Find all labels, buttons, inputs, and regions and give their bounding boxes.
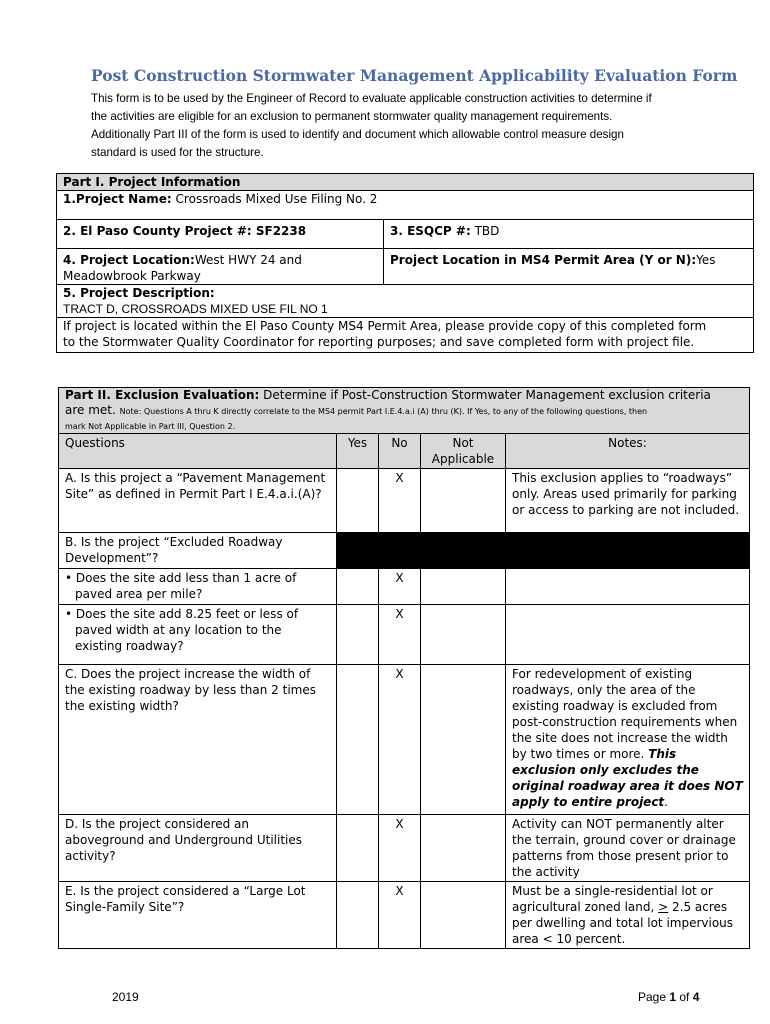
question-c: C. Does the project increase the width of the existing roadway by less than 2 times the existing width?	[59, 665, 337, 815]
answer-no-cell[interactable]: X	[379, 605, 421, 665]
project-location-cell[interactable]	[57, 249, 384, 285]
shaded-cell	[379, 533, 421, 569]
footer-page-number: Page 1 of 4	[638, 990, 700, 1004]
question-b2	[59, 605, 337, 665]
part2-table	[58, 387, 750, 949]
esqcp-label: 3. ESQCP #:	[390, 224, 471, 238]
question-a: A. Is this project a “Pavement Management Site” as defined in Permit Part I E.4.a.i.(A)?	[59, 469, 337, 533]
county-project-cell[interactable]: 2. El Paso County Project #: SF2238	[57, 220, 384, 249]
answer-yes-cell[interactable]	[337, 469, 379, 533]
ms4-note-cell	[57, 318, 754, 353]
ms4-label: Project Location in MS4 Permit Area (Y or N):	[390, 253, 697, 267]
note-line: to the Stormwater Quality Coordinator for reporting purposes; and save completed form with project file.	[63, 335, 695, 349]
ms4-area-cell[interactable]	[384, 249, 754, 285]
question-e: E. Is the project considered a “Large Lot Single-Family Site”?	[59, 882, 337, 949]
intro-line: standard is used for the structure.	[91, 146, 264, 159]
location-value: Meadowbrook Parkway	[63, 269, 201, 283]
part2-header	[59, 388, 750, 434]
notes-d: Activity can NOT permanently alter the terrain, ground cover or drainage patterns from those present prior to the activity	[506, 815, 750, 882]
question-d: D. Is the project considered an aboveground and Underground Utilities activity?	[59, 815, 337, 882]
notes-e: Must be a single-residential lot or agricultural zoned land, > 2.5 acres per dwelling and total lot impervious area < 10 percent.	[506, 882, 750, 949]
answer-no-cell[interactable]: X	[379, 815, 421, 882]
answer-na-cell[interactable]	[421, 469, 506, 533]
ms4-value: Yes	[696, 253, 716, 267]
col-questions: Questions	[59, 434, 337, 469]
project-name-cell[interactable]	[57, 191, 754, 220]
description-value: TRACT D, CROSSROADS MIXED USE FIL NO 1	[63, 302, 328, 316]
question-b: B. Is the project “Excluded Roadway Development”?	[59, 533, 337, 569]
answer-no-cell[interactable]: X	[379, 665, 421, 815]
answer-no-cell[interactable]: X	[379, 569, 421, 605]
intro-paragraph	[91, 90, 731, 162]
answer-na-cell[interactable]	[421, 815, 506, 882]
answer-na-cell[interactable]	[421, 569, 506, 605]
answer-na-cell[interactable]	[421, 665, 506, 815]
project-name-value: Crossroads Mixed Use Filing No. 2	[171, 192, 378, 206]
question-b1	[59, 569, 337, 605]
answer-yes-cell[interactable]	[337, 882, 379, 949]
part2-header-text: are met.	[65, 403, 120, 417]
col-no: No	[379, 434, 421, 469]
notes-b2	[506, 605, 750, 665]
question-b2-item: • Does the site add 8.25 feet or less of paved width at any location to the existing roadway?	[65, 607, 299, 653]
col-notes: Notes:	[506, 434, 750, 469]
shaded-cell	[421, 533, 506, 569]
esqcp-cell[interactable]	[384, 220, 754, 249]
notes-a: This exclusion applies to “roadways” only. Areas used primarily for parking or access to parking are not included.	[506, 469, 750, 533]
answer-yes-cell[interactable]	[337, 569, 379, 605]
footer-year: 2019	[112, 990, 139, 1004]
note-line: If project is located within the El Paso County MS4 Permit Area, please provide copy of this completed form	[63, 319, 707, 333]
part2-header-title: Part II. Exclusion Evaluation:	[65, 388, 260, 402]
shaded-cell	[506, 533, 750, 569]
answer-no-cell[interactable]: X	[379, 469, 421, 533]
answer-yes-cell[interactable]	[337, 665, 379, 815]
answer-yes-cell[interactable]	[337, 605, 379, 665]
col-yes: Yes	[337, 434, 379, 469]
part2-header-text: Determine if Post-Construction Stormwater Management exclusion criteria	[259, 388, 711, 402]
intro-line: the activities are eligible for an exclusion to permanent stormwater quality management requirements.	[91, 110, 613, 123]
project-name-label: 1.Project Name:	[63, 192, 172, 206]
location-label: 4. Project Location:	[63, 253, 195, 267]
esqcp-value: TBD	[470, 224, 500, 238]
question-b1-item: • Does the site add less than 1 acre of paved area per mile?	[65, 571, 297, 601]
part2-header-note: Note: Questions A thru K directly correlate to the MS4 permit Part I.E.4.a.i (A) thru (K). If Yes, to any of the following questions, then	[119, 407, 648, 416]
answer-no-cell[interactable]: X	[379, 882, 421, 949]
part2-header-note: mark Not Applicable in Part III, Question 2.	[65, 422, 236, 431]
notes-c: For redevelopment of existing roadways, only the area of the existing roadway is excluded from post-construction requirements when the site does not increase the width by two times or more. This exclusion only excludes the original roadway area it does NOT apply to entire project.	[506, 665, 750, 815]
answer-na-cell[interactable]	[421, 605, 506, 665]
notes-b1	[506, 569, 750, 605]
col-not-applicable: Not Applicable	[421, 434, 506, 469]
intro-line: Additionally Part III of the form is used to identify and document which allowable control measure design	[91, 128, 624, 141]
answer-yes-cell[interactable]	[337, 815, 379, 882]
description-label: 5. Project Description:	[63, 286, 215, 300]
part1-header: Part I. Project Information	[57, 174, 754, 191]
intro-line: This form is to be used by the Engineer of Record to evaluate applicable construction activities to determine if	[91, 92, 652, 105]
location-value: West HWY 24 and	[194, 253, 302, 267]
shaded-cell	[337, 533, 379, 569]
answer-na-cell[interactable]	[421, 882, 506, 949]
part1-table	[56, 173, 754, 353]
project-description-cell[interactable]	[57, 285, 754, 318]
form-title: Post Construction Stormwater Management Applicability Evaluation Form	[91, 66, 738, 85]
